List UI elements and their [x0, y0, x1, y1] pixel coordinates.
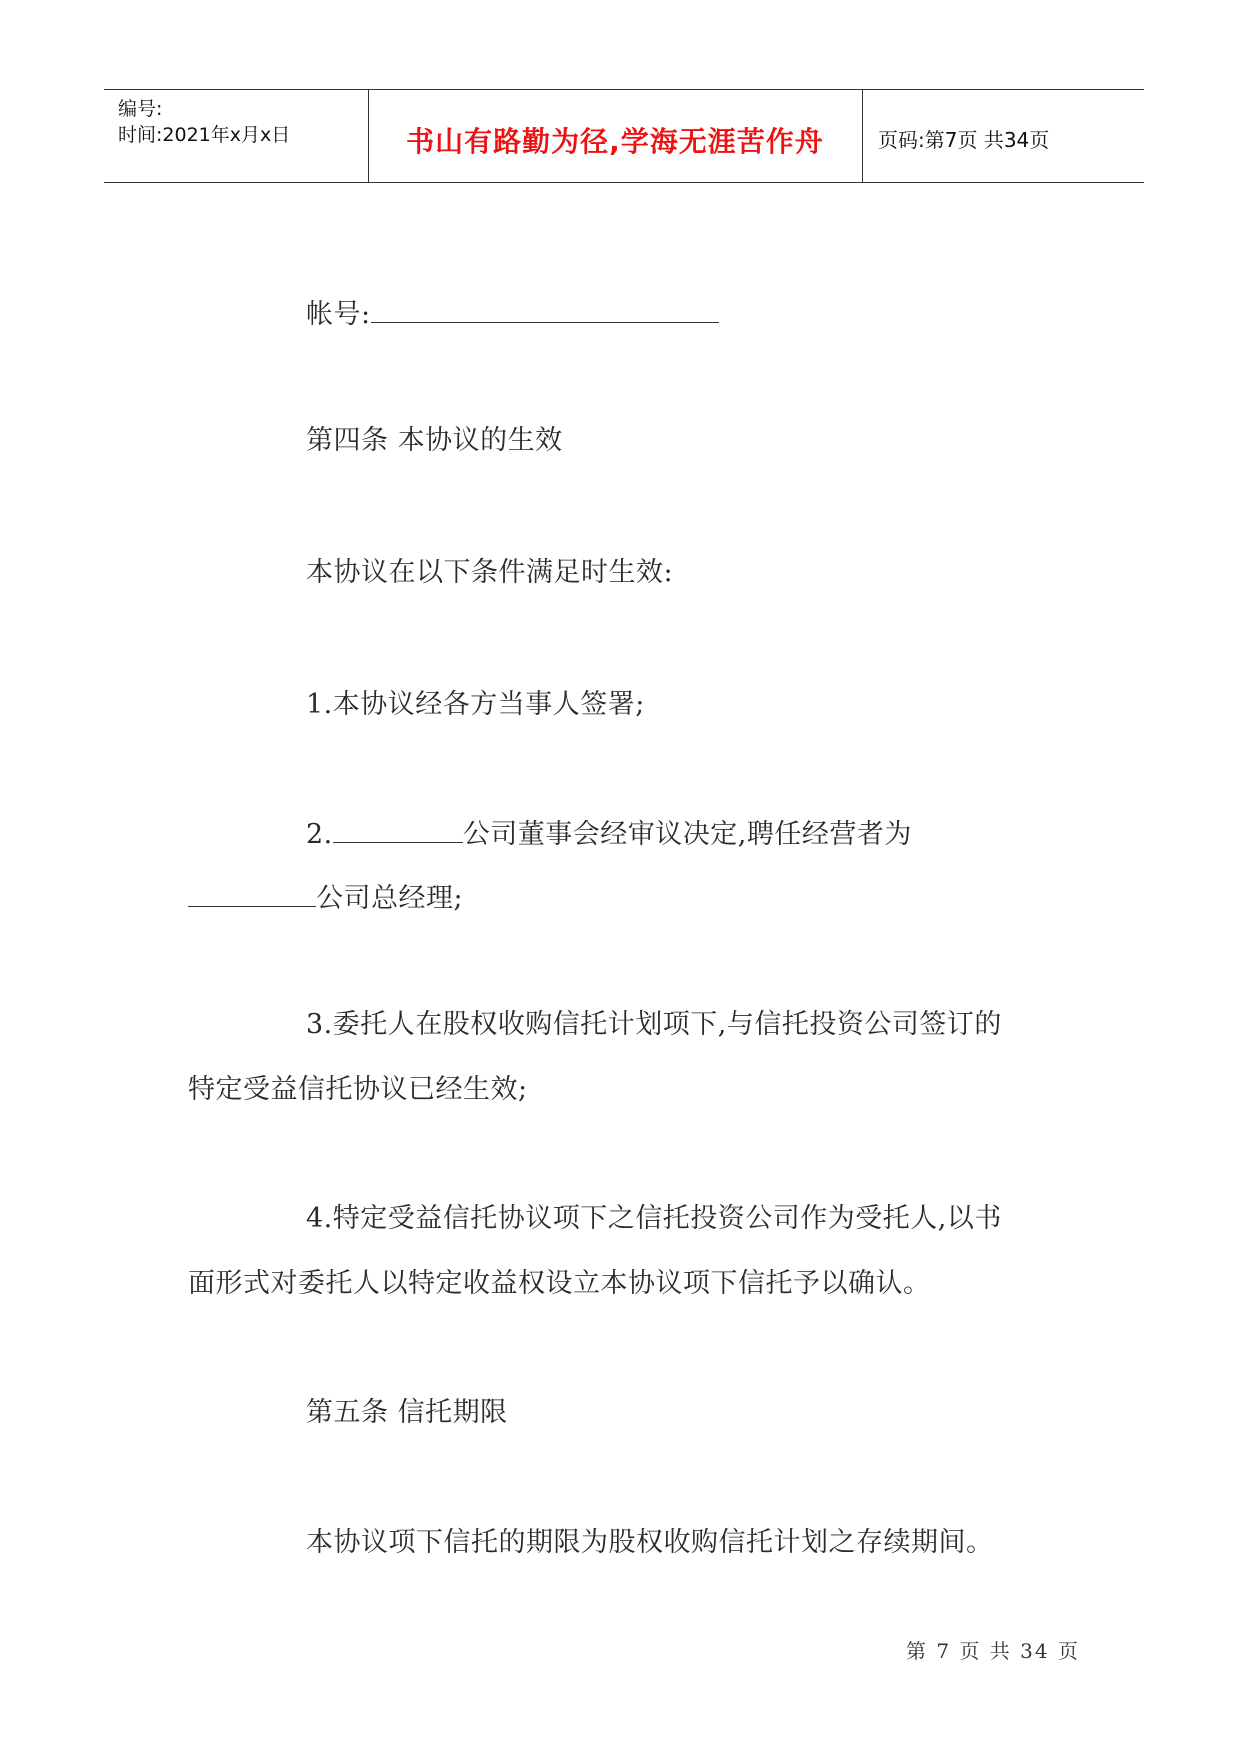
header-motto: 书山有路勤为径,学海无涯苦作舟: [406, 125, 824, 158]
condition-item-3-line1: 3.委托人在股权收购信托计划项下,与信托投资公司签订的: [306, 1009, 1002, 1040]
condition-item-4-line1: 4.特定受益信托协议项下之信托投资公司作为受托人,以书: [306, 1203, 1002, 1234]
conditions-intro: 本协议在以下条件满足时生效:: [306, 557, 674, 588]
account-label: 帐号:: [306, 299, 371, 330]
item2-text: 公司董事会经审议决定,聘任经营者为: [462, 819, 912, 850]
page-header: [104, 89, 1144, 183]
company-name-blank: [333, 841, 463, 843]
header-page-info: 页码:第7页 共34页: [878, 128, 1050, 152]
condition-item-2-cont: [188, 876, 463, 915]
header-left-cell: [104, 90, 369, 182]
article4-title: 第四条 本协议的生效: [306, 425, 563, 456]
condition-item-1: 1.本协议经各方当事人签署;: [306, 689, 645, 720]
document-time-label: 时间:2021年x月x日: [118, 124, 291, 146]
condition-item-2: [306, 812, 912, 851]
header-middle-cell: [368, 90, 863, 182]
document-number-label: 编号:: [118, 98, 163, 120]
article5-title: 第五条 信托期限: [306, 1397, 508, 1428]
company-name-blank-2: [188, 905, 316, 907]
account-blank: [371, 321, 719, 323]
item2-continuation: 公司总经理;: [316, 883, 464, 914]
page-footer: 第 7 页 共 34 页: [906, 1639, 1080, 1663]
condition-item-4-line2: 面形式对委托人以特定收益权设立本协议项下信托予以确认。: [188, 1268, 931, 1299]
header-right-cell: [862, 90, 1144, 182]
account-line: [306, 292, 719, 331]
article5-text: 本协议项下信托的期限为股权收购信托计划之存续期间。: [306, 1527, 994, 1558]
item2-number: 2.: [306, 819, 333, 850]
condition-item-3-line2: 特定受益信托协议已经生效;: [188, 1074, 528, 1105]
